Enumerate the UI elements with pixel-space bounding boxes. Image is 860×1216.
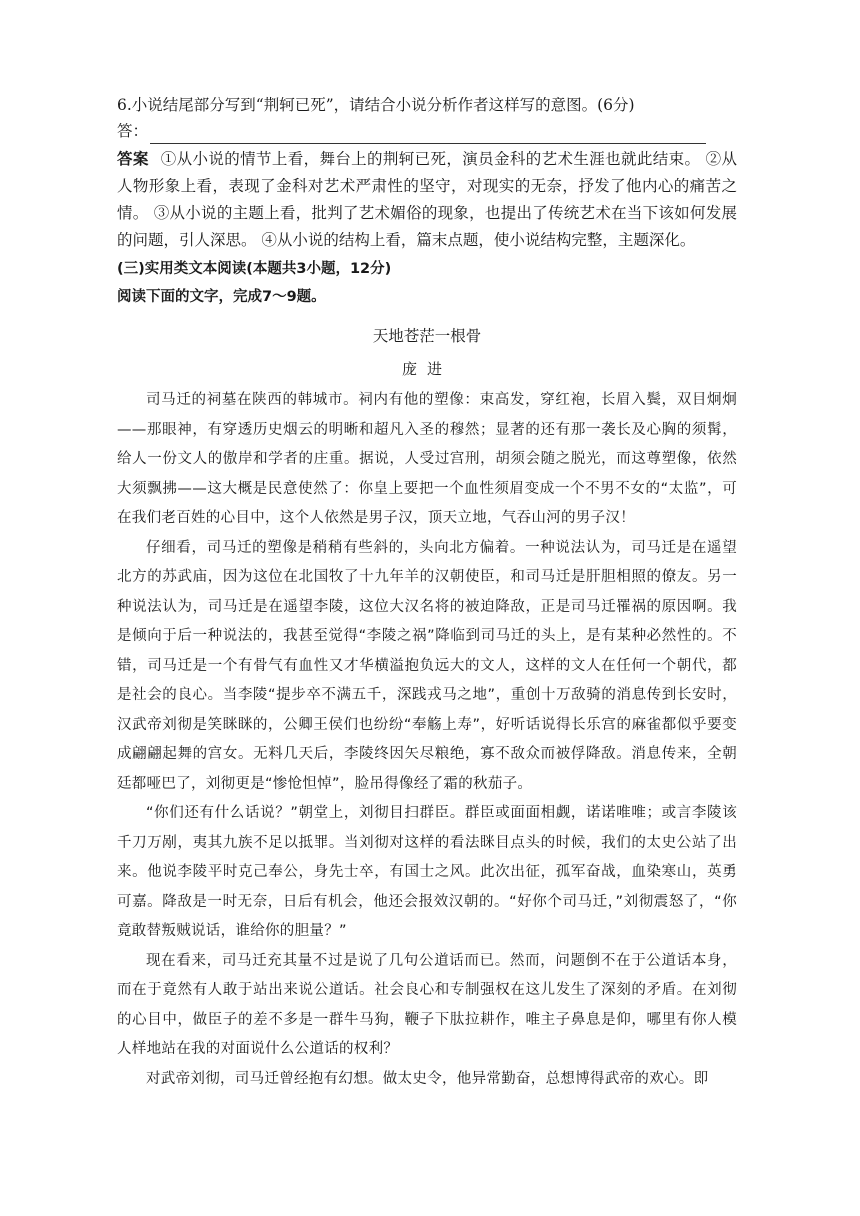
section-instruction: 阅读下面的文字，完成7～9题。: [117, 289, 326, 305]
article-author: 庞进: [401, 360, 452, 378]
answer-line: [117, 118, 737, 144]
article-title: 天地苍茫一根骨: [372, 327, 482, 345]
answer-text: ①从小说的情节上看，舞台上的荆轲已死，演员金科的艺术生涯也就此结束。 ②从人物形象上看，表现了金科对艺术严肃性的坚守，对现实的无奈，抒发了他内心的痛苦之情。 ③从小说的主题上看，批判了艺术媚俗的现象，也提出了传统艺术在当下该如何发展的问题，引人深思。 ④从小说的结构上看，篇末点题，使小说结构完整，主题深化。: [117, 150, 737, 249]
article-paragraph: “你们还有什么话说？”朝堂上，刘彻目扫群臣。群臣或面面相觑，诺诺唯唯；或言李陵该千刀万剐，夷其九族不足以抵罪。当刘彻对这样的看法眯目点头的时候，我们的太史公站了出来。他说李陵平时克己奉公，身先士卒，有国士之风。此次出征，孤军奋战，血染寒山，英勇可嘉。降敌是一时无奈，日后有机会，他还会报效汉朝的。“好你个司马迁，”刘彻震怒了，“你竟敢替叛贼说话，谁给你的胆量？”: [117, 805, 737, 939]
section-heading: (三)实用类文本阅读(本题共3小题，12分): [117, 261, 392, 277]
answer-prompt: 答：: [117, 122, 149, 140]
answer-blank[interactable]: [150, 125, 706, 144]
article-paragraph: 司马迁的祠墓在陕西的韩城市。祠内有他的塑像：束高发，穿红袍，长眉入鬓，双目炯炯——那眼神，有穿透历史烟云的明晰和超凡入圣的穆然；显著的还有那一袭长及心胸的须髯，给人一份文人的傲岸和学者的庄重。据说，人受过宫刑，胡须会随之脱光，而这尊塑像，依然大须飘拂——这大概是民意使然了：你皇上要把一个血性须眉变成一个不男不女的“太监”，可在我们老百姓的心目中，这个人依然是男子汉，顶天立地，气吞山河的男子汉！: [117, 392, 737, 526]
document-page: [117, 92, 737, 1094]
question-6: 6.小说结尾部分写到“荆轲已死”，请结合小说分析作者这样写的意图。(6分): [117, 96, 635, 114]
article-paragraph: 对武帝刘彻，司马迁曾经抱有幻想。做太史令，他异常勤奋，总想博得武帝的欢心。即: [146, 1070, 709, 1087]
answer-block: [117, 146, 737, 254]
article-paragraph: 仔细看，司马迁的塑像是稍稍有些斜的，头向北方偏着。一种说法认为，司马迁是在遥望北方的苏武庙，因为这位在北国牧了十九年羊的汉朝使臣，和司马迁是肝胆相照的僚友。另一种说法认为，司马迁是在遥望李陵，这位大汉名将的被迫降敌，正是司马迁罹祸的原因啊。我是倾向于后一种说法的，我甚至觉得“李陵之祸”降临到司马迁的头上，是有某种必然性的。不错，司马迁是一个有骨气有血性又才华横溢抱负远大的文人，这样的文人在任何一个朝代，都是社会的良心。当李陵“提步卒不满五千，深践戎马之地”，重创十万敌骑的消息传到长安时，汉武帝刘彻是笑眯眯的，公卿王侯们也纷纷“奉觞上寿”，好听话说得长乐宫的麻雀都似乎要变成翩翩起舞的宫女。无料几天后，李陵终因矢尽粮绝，寡不敌众而被俘降敌。消息传来，全朝廷都哑巴了，刘彻更是“惨怆怛悼”，脸吊得像经了霜的秋茄子。: [117, 539, 737, 792]
answer-label: 答案: [117, 150, 149, 168]
article-paragraph: 现在看来，司马迁充其量不过是说了几句公道话而已。然而，问题倒不在于公道话本身，而在于竟然有人敢于站出来说公道话。社会良心和专制强权在这儿发生了深刻的矛盾。在刘彻的心目中，做臣子的差不多是一群牛马狗，鞭子下肽拉耕作，唯主子鼻息是仰，哪里有你人模人样地站在我的对面说什么公道话的权利？: [117, 952, 737, 1057]
